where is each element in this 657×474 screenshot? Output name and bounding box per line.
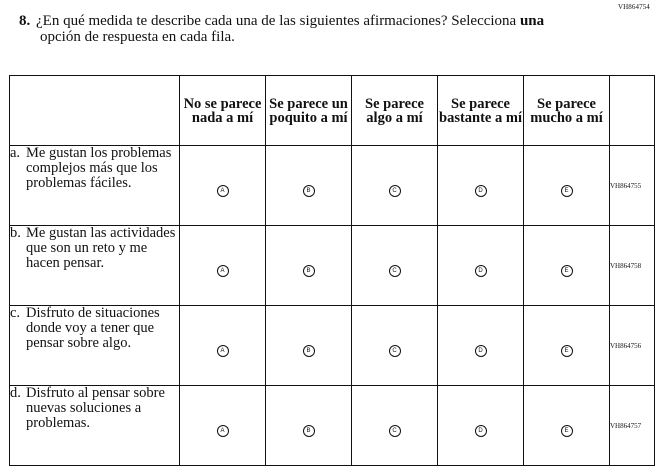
option-cell xyxy=(352,226,438,306)
header-col-5: Se parece mucho a mí xyxy=(524,76,610,146)
option-cell xyxy=(180,386,266,466)
table-row xyxy=(10,146,655,226)
option-d-radio[interactable]: D xyxy=(475,425,487,437)
row-code: VH864758 xyxy=(610,226,655,306)
option-cell xyxy=(524,146,610,226)
table-row xyxy=(10,386,655,466)
question-emphasis: una xyxy=(519,13,545,29)
option-cell xyxy=(438,146,524,226)
question-line1: ¿En qué medida te describe cada una de las siguientes afirmaciones? Selecciona xyxy=(36,13,520,29)
option-c-radio[interactable]: C xyxy=(389,345,401,357)
header-col-4: Se parece bastante a mí xyxy=(438,76,524,146)
option-cell xyxy=(266,386,352,466)
statement-cell xyxy=(10,386,180,466)
option-e-radio[interactable]: E xyxy=(561,425,573,437)
option-c-radio[interactable]: C xyxy=(389,265,401,277)
option-cell xyxy=(438,226,524,306)
statement-text: Me gustan los problemas complejos más que los problemas fáciles. xyxy=(26,145,172,191)
option-cell xyxy=(180,146,266,226)
option-e-radio[interactable]: E xyxy=(561,265,573,277)
statement-letter: d. xyxy=(10,385,21,401)
option-cell xyxy=(352,146,438,226)
response-grid xyxy=(9,75,655,466)
item-id: VH864754 xyxy=(618,3,650,11)
statement-letter: c. xyxy=(10,305,21,321)
statement-text: Disfruto al pensar sobre nuevas soluciones a problemas. xyxy=(26,385,165,431)
option-cell xyxy=(438,306,524,386)
option-e-radio[interactable]: E xyxy=(561,345,573,357)
option-b-radio[interactable]: B xyxy=(303,425,315,437)
option-cell xyxy=(352,386,438,466)
question-number: 8. xyxy=(19,13,31,29)
option-b-radio[interactable]: B xyxy=(303,185,315,197)
statement-letter: a. xyxy=(10,145,21,161)
option-c-radio[interactable]: C xyxy=(389,425,401,437)
row-code: VH864755 xyxy=(610,146,655,226)
row-code: VH864756 xyxy=(610,306,655,386)
option-d-radio[interactable]: D xyxy=(475,345,487,357)
header-col-1: No se parece nada a mí xyxy=(180,76,266,146)
option-cell xyxy=(266,306,352,386)
table-row xyxy=(10,306,655,386)
question-line2: opción de respuesta en cada fila. xyxy=(40,29,235,45)
option-cell xyxy=(266,226,352,306)
option-cell xyxy=(352,306,438,386)
option-b-radio[interactable]: B xyxy=(303,345,315,357)
option-d-radio[interactable]: D xyxy=(475,185,487,197)
option-cell xyxy=(180,226,266,306)
statement-cell xyxy=(10,306,180,386)
statement-text: Me gustan las actividades que son un reto y me hacen pensar. xyxy=(26,225,176,271)
option-a-radio[interactable]: A xyxy=(217,185,229,197)
header-code-blank xyxy=(610,76,655,146)
option-a-radio[interactable]: A xyxy=(217,425,229,437)
header-row xyxy=(10,76,655,146)
option-cell xyxy=(524,226,610,306)
header-col-3: Se parece algo a mí xyxy=(352,76,438,146)
option-cell xyxy=(438,386,524,466)
option-a-radio[interactable]: A xyxy=(217,345,229,357)
option-a-radio[interactable]: A xyxy=(217,265,229,277)
statement-text: Disfruto de situaciones donde voy a tener que pensar sobre algo. xyxy=(26,305,160,351)
question-text xyxy=(19,13,619,45)
option-d-radio[interactable]: D xyxy=(475,265,487,277)
header-col-2: Se parece un poquito a mí xyxy=(266,76,352,146)
option-cell xyxy=(180,306,266,386)
statement-cell xyxy=(10,146,180,226)
table-row xyxy=(10,226,655,306)
option-cell xyxy=(524,386,610,466)
option-b-radio[interactable]: B xyxy=(303,265,315,277)
option-cell xyxy=(524,306,610,386)
header-blank xyxy=(10,76,180,146)
option-e-radio[interactable]: E xyxy=(561,185,573,197)
statement-cell xyxy=(10,226,180,306)
option-cell xyxy=(266,146,352,226)
statement-letter: b. xyxy=(10,225,21,241)
row-code: VH864757 xyxy=(610,386,655,466)
option-c-radio[interactable]: C xyxy=(389,185,401,197)
